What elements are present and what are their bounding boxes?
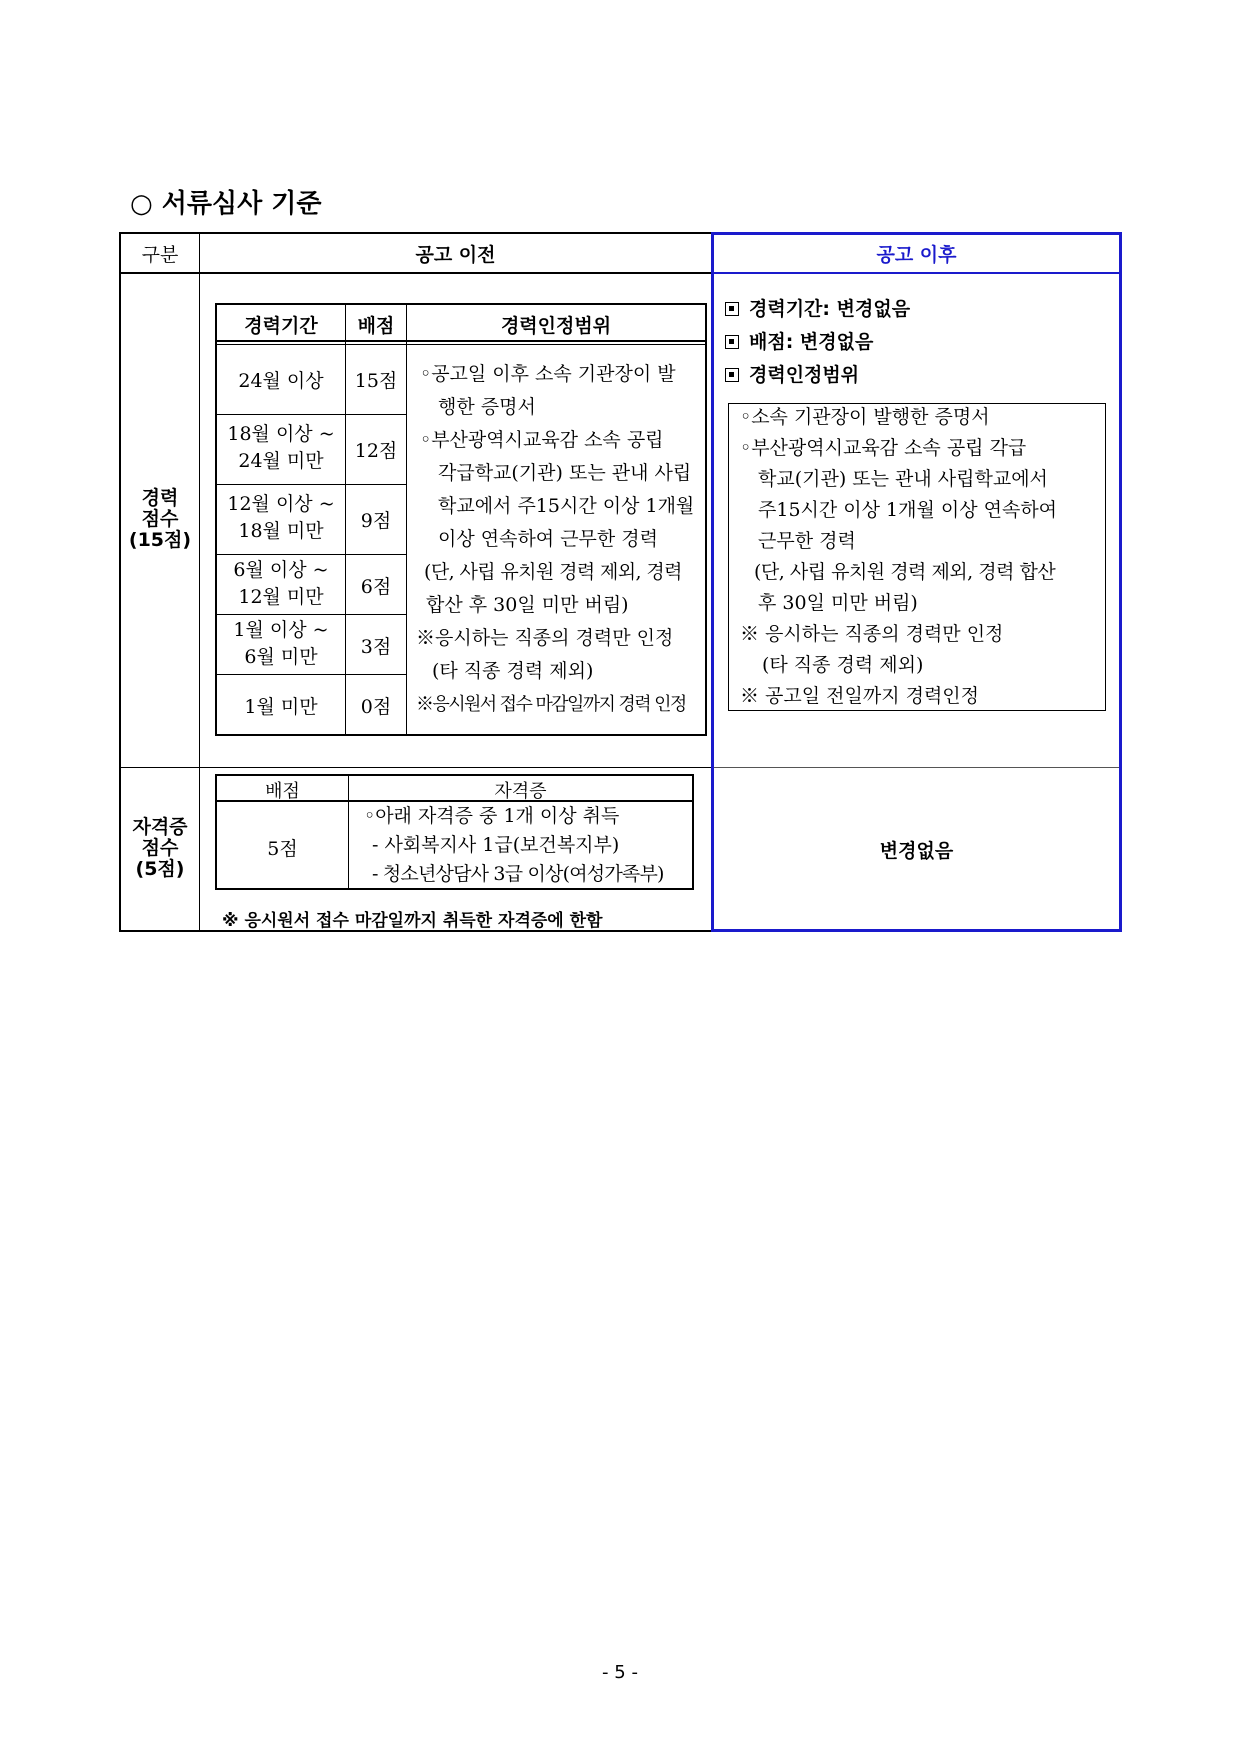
scope-line: ◦부산광역시교육감 소속 공립 [420,429,664,451]
cert-line: ◦아래 자격증 중 1개 이상 취득 [364,805,620,827]
score-cell-2: 12점 [354,440,398,462]
cert-line: - 청소년상담사 3급 이상(여성가족부) [372,863,664,885]
score-cell-3: 9점 [360,510,392,532]
table-header-line [119,272,713,274]
after-scope-line: 학교(기관) 또는 관내 사립학교에서 [758,468,1048,490]
scope-line: 행한 증명서 [438,396,536,418]
table-row-divider [119,767,713,768]
scope-line: 각급학교(기관) 또는 관내 사립 [438,462,692,484]
inner-header-scope: 경력인정범위 [500,315,612,337]
inner-col2-divider [406,305,407,734]
scope-line: ※응시원서 접수 마감일까지 경력 인정 [416,694,686,715]
checkbox-square-icon [725,368,739,382]
scope-line: ※응시하는 직종의 경력만 인정 [416,627,674,649]
period-cell-6: 1월 미만 [244,696,318,718]
table-border-top [119,232,713,234]
row-sep [217,554,407,555]
after-row-divider [714,767,1119,768]
header-after: 공고 이후 [876,244,957,266]
cert-score-value: 5점 [267,838,298,860]
after-scope-text [740,402,1100,712]
career-scope-text [414,358,704,721]
cert-note: ※ 응시원서 접수 마감일까지 취득한 자격증에 한함 [222,911,603,931]
cert-header-score: 배점 [265,781,300,802]
scope-line: 합산 후 30일 미만 버림) [426,594,629,616]
row-sep [217,614,407,615]
score-cell-4: 6점 [360,576,392,598]
period-cell-5: 1월 이상 ~ 6월 미만 [233,619,329,668]
inner-header-score: 배점 [357,315,395,337]
after-scope-line: (단, 사립 유치원 경력 제외, 경력 합산 [754,561,1056,583]
period-cell-3: 12월 이상 ~ 18월 미만 [227,493,335,542]
period-cell-4: 6월 이상 ~ 12월 미만 [233,559,329,608]
cert-after-value: 변경없음 [879,840,954,862]
after-item: 배점: 변경없음 [725,326,910,359]
after-item: 경력인정범위 [725,359,910,392]
cert-header-cert: 자격증 [494,781,547,802]
cert-line: - 사회복지사 1급(보건복지부) [372,834,620,856]
period-cell-1: 24월 이상 [238,370,324,392]
score-cell-5: 3점 [360,636,392,658]
checkbox-square-icon [725,335,739,349]
after-scope-line: 후 30일 미만 버림) [758,592,918,614]
after-scope-line: ◦소속 기관장이 발행한 증명서 [740,406,990,428]
row-sep [217,484,407,485]
after-career-list [725,293,910,392]
after-scope-line: (타 직종 경력 제외) [762,654,924,676]
inner-header-period: 경력기간 [244,315,318,337]
career-score-label: 경력 점수 (15점) [128,487,192,551]
after-scope-line: ※ 공고일 전일까지 경력인정 [740,685,980,707]
inner-header-line2 [217,344,705,345]
scope-line: ◦공고일 이후 소속 기관장이 발 [420,363,676,385]
after-scope-line: ※ 응시하는 직종의 경력만 인정 [740,623,1004,645]
scope-line: 학교에서 주15시간 이상 1개월 [438,495,695,517]
period-cell-2: 18월 이상 ~ 24월 미만 [227,423,335,472]
header-before: 공고 이전 [415,244,496,266]
score-cell-1: 15점 [354,370,398,392]
header-category: 구분 [141,244,179,266]
inner-header-line [217,340,705,342]
scope-line: (타 직종 경력 제외) [432,660,594,682]
after-header-line [711,272,1122,274]
after-scope-line: 근무한 경력 [758,530,856,552]
cert-score-label: 자격증 점수 (5점) [132,816,188,880]
after-item: 경력기간: 변경없음 [725,293,910,326]
checkbox-square-icon [725,302,739,316]
row-sep [217,414,407,415]
section-title: ○ 서류심사 기준 [130,189,322,219]
page-number: - 5 - [602,1662,638,1683]
after-scope-line: ◦부산광역시교육감 소속 공립 각급 [740,437,1027,459]
cert-list-text [364,802,692,889]
after-scope-line: 주15시간 이상 1개월 이상 연속하여 [758,499,1058,521]
score-cell-6: 0점 [360,696,392,718]
row-sep [217,674,407,675]
scope-line: 이상 연속하여 근무한 경력 [438,528,659,550]
scope-line: (단, 사립 유치원 경력 제외, 경력 [424,561,682,583]
table-col-divider [199,232,200,932]
